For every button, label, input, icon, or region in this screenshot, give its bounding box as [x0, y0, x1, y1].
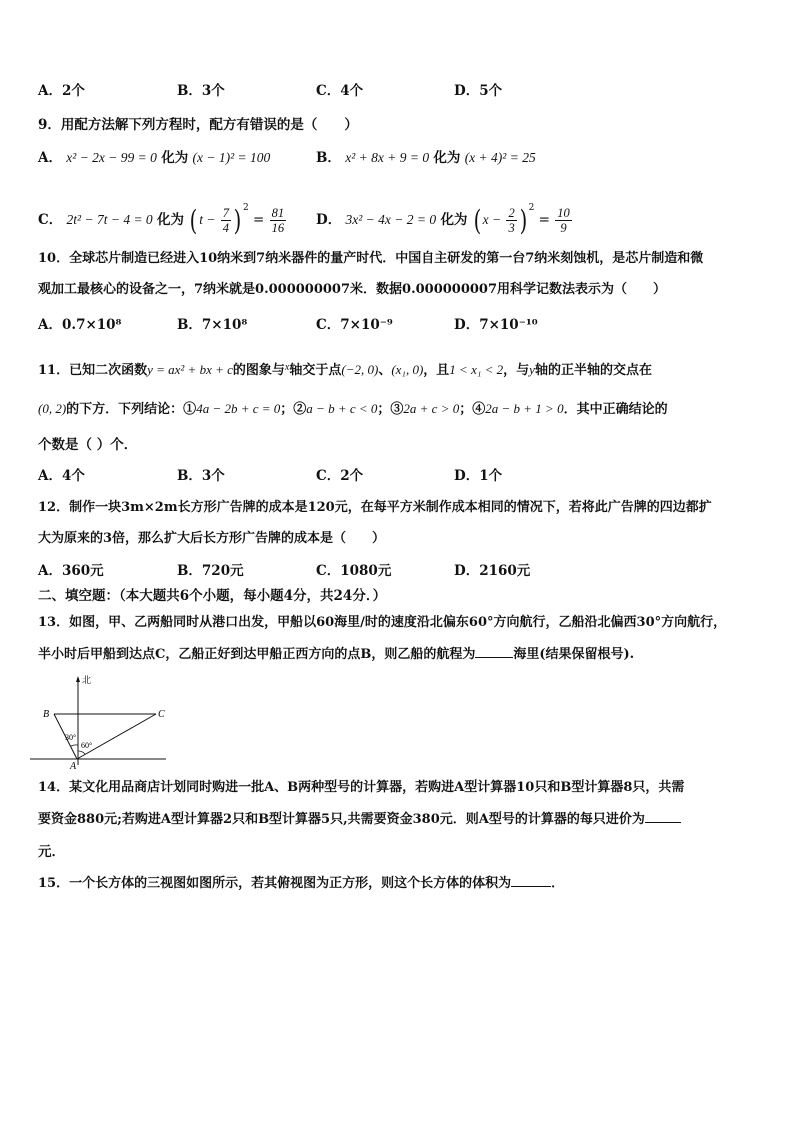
- q12-option-a: A．360元: [38, 563, 104, 579]
- q9-c-pre: t −: [199, 212, 216, 227]
- q11-text: ；②: [280, 402, 307, 417]
- q9-b-mid: 化为: [433, 150, 461, 166]
- q11-option-d: D．1个: [454, 468, 503, 484]
- q12-option-c: C．1080元: [316, 563, 392, 579]
- q11-point-1: (−2, 0): [341, 362, 379, 377]
- q9-option-c: C． 2t² − 7t − 4 = 0 化为 ( t − $\frac{7}{4}$ ) $^2$ = $\frac{81}{16}$: [38, 203, 285, 237]
- q11-line-1: [38, 359, 652, 380]
- section-heading-fill-in: 二、填空题：（本大题共6个小题，每小题4分，共24分．）: [38, 588, 387, 604]
- q11-text: 的图象与: [232, 363, 285, 378]
- numerator: 10: [557, 206, 570, 220]
- q14-line-3: 元．: [38, 844, 65, 860]
- q9-option-a: [38, 149, 270, 167]
- q11-option-b: B．3个: [177, 468, 225, 484]
- q9-d-label: D．: [316, 212, 342, 228]
- q9-c-result-fraction: [270, 206, 287, 235]
- q10-option-d: D．7×10⁻¹⁰: [454, 317, 538, 333]
- denominator: 9: [560, 221, 567, 235]
- segment-ac: [77, 714, 156, 759]
- q9-c-fraction: [221, 206, 231, 235]
- q10-option-c: C．7×10⁻⁹: [316, 317, 393, 333]
- right-paren: ): [519, 203, 527, 237]
- q13-line-2: [38, 645, 634, 664]
- q11-point-2: (x₁, 0): [391, 362, 424, 377]
- q11-point-0-2: (0, 2): [38, 401, 67, 416]
- angle-arc-60: [78, 751, 85, 754]
- left-paren: (: [189, 203, 198, 237]
- q14-line-1: 14．某文化用品商店计划同时购进一批A、B两种型号的计算器，若购进A型计算器10只和B型计算器8只，共需: [38, 780, 685, 795]
- q11-inequality: 1 < x₁ < 2: [449, 362, 504, 377]
- q10-option-a: A．0.7×10⁸: [38, 317, 122, 333]
- q9-option-b: [316, 149, 536, 167]
- q9-a-result: (x − 1)² = 100: [192, 150, 271, 165]
- q13-text: 半小时后甲船到达点C，乙船正好到达甲船正西方向的点B，则乙船的航程为: [38, 647, 476, 662]
- numerator: 81: [271, 206, 285, 220]
- q11-text: 轴交于点: [289, 363, 342, 378]
- answer-blank: [645, 810, 681, 823]
- q15-line-1: [38, 874, 564, 893]
- label-angle-30: 30°: [65, 733, 77, 742]
- label-b: B: [43, 709, 50, 720]
- q8-option-d: D．5个: [454, 83, 503, 99]
- q10-line-2: 观加工最核心的设备之一，7纳米就是0.000000007米．数据0.000000007用科学记数法表示为（ ）: [38, 282, 667, 297]
- q8-option-c: C．4个: [316, 83, 364, 99]
- q9-d-pre: x −: [482, 212, 502, 227]
- q11-text: 、: [378, 363, 392, 378]
- denominator: 4: [222, 221, 230, 235]
- answer-blank: [511, 874, 551, 887]
- q9-c-label: C．: [38, 212, 63, 228]
- q9-a-mid: 化为: [161, 150, 189, 166]
- q12-line-1: 12．制作一块3m×2m长方形广告牌的成本是120元，在每平方米制作成本相同的情况下，若将此广告牌的四边都扩: [38, 500, 712, 515]
- denominator: 3: [508, 221, 515, 235]
- q12-option-b: B．720元: [177, 563, 244, 579]
- q11-option-a: A．4个: [38, 468, 85, 484]
- q14-text: 要资金880元;若购进A型计算器2只和B型计算器5只,共需要资金380元．则A型号的计算器的每只进价为: [38, 812, 645, 827]
- q14-line-2: [38, 810, 681, 829]
- q11-text: 11．已知二次函数: [38, 363, 148, 378]
- q11-conclusion-2: a − b + c < 0: [306, 401, 378, 416]
- q9-d-mid: 化为: [440, 212, 468, 228]
- q9-stem: 9．用配方法解下列方程时，配方有错误的是（ ）: [38, 117, 358, 133]
- q11-text: ，与: [503, 363, 530, 378]
- answer-blank: [475, 645, 513, 658]
- q11-conclusion-4: 2a − b + 1 > 0: [485, 401, 564, 416]
- numerator: 2: [508, 206, 515, 220]
- q9-a-label: A．: [38, 150, 62, 166]
- q12-option-d: D．2160元: [454, 563, 531, 579]
- angle-arc-30: [71, 745, 78, 746]
- q11-conclusion-1: 4a − 2b + c = 0: [196, 401, 281, 416]
- q11-text: ，且: [423, 363, 450, 378]
- q15-text: ．: [551, 876, 565, 891]
- q11-text: ；③: [377, 402, 404, 417]
- label-north: 北: [82, 675, 92, 685]
- q11-option-c: C．2个: [316, 468, 364, 484]
- q11-line-2: [38, 400, 668, 419]
- q11-text: 轴的正半轴的交点在: [534, 363, 652, 378]
- q13-figure: [30, 672, 180, 772]
- q8-option-b: B．3个: [177, 83, 225, 99]
- q8-option-a: A．2个: [38, 83, 85, 99]
- q13-text: 海里(结果保留根号).: [513, 647, 635, 662]
- q9-c-equation: 2t² − 7t − 4 = 0: [66, 212, 153, 227]
- q10-line-1: 10．全球芯片制造已经进入10纳米到7纳米器件的量产时代．中国自主研发的第一台7纳米刻蚀机，是芯片制造和微: [38, 251, 704, 266]
- numerator: 7: [222, 206, 230, 220]
- left-paren: (: [473, 203, 482, 237]
- right-paren: ): [233, 203, 242, 237]
- label-a: A: [70, 761, 77, 772]
- q11-y-axis: y: [529, 362, 535, 377]
- q9-b-equation: x² + 8x + 9 = 0: [345, 150, 430, 165]
- q9-b-result: (x + 4)² = 25: [464, 150, 536, 165]
- q15-text: 15．一个长方体的三视图如图所示，若其俯视图为正方形，则这个长方体的体积为: [38, 876, 512, 891]
- q9-d-fraction: [506, 206, 516, 235]
- q9-option-d: D． 3x² − 4x − 2 = 0 化为 ( x − $\frac{2}{3}$ ) $^2$ = $\frac{10}{9}$: [316, 203, 570, 237]
- q9-c-mid: 化为: [156, 212, 184, 228]
- q9-d-result-fraction: [555, 206, 572, 235]
- q11-text: ；④: [459, 402, 486, 417]
- label-angle-60: 60°: [81, 741, 93, 750]
- q11-text: ．其中正确结论的: [563, 402, 668, 417]
- label-c: C: [158, 709, 165, 720]
- q11-text: 的下方．下列结论：①: [66, 402, 197, 417]
- q11-function: y = ax² + bx + c: [147, 362, 233, 377]
- q9-a-equation: x² − 2x − 99 = 0: [66, 150, 157, 165]
- denominator: 16: [271, 221, 285, 235]
- q10-option-b: B．7×10⁸: [177, 317, 248, 333]
- q11-line-3: 个数是（ ）个．: [38, 437, 138, 453]
- north-arrow: [76, 676, 80, 682]
- q11-x-axis: x: [284, 362, 290, 373]
- q9-b-label: B．: [316, 150, 341, 166]
- q13-line-1: 13．如图，甲、乙两船同时从港口出发，甲船以60海里/时的速度沿北偏东60°方向航行，乙船沿北偏西30°方向航行，: [38, 615, 727, 630]
- q11-conclusion-3: 2a + c > 0: [403, 401, 460, 416]
- q12-line-2: 大为原来的3倍，那么扩大后长方形广告牌的成本是（ ）: [38, 531, 386, 546]
- q9-d-equation: 3x² − 4x − 2 = 0: [345, 212, 437, 227]
